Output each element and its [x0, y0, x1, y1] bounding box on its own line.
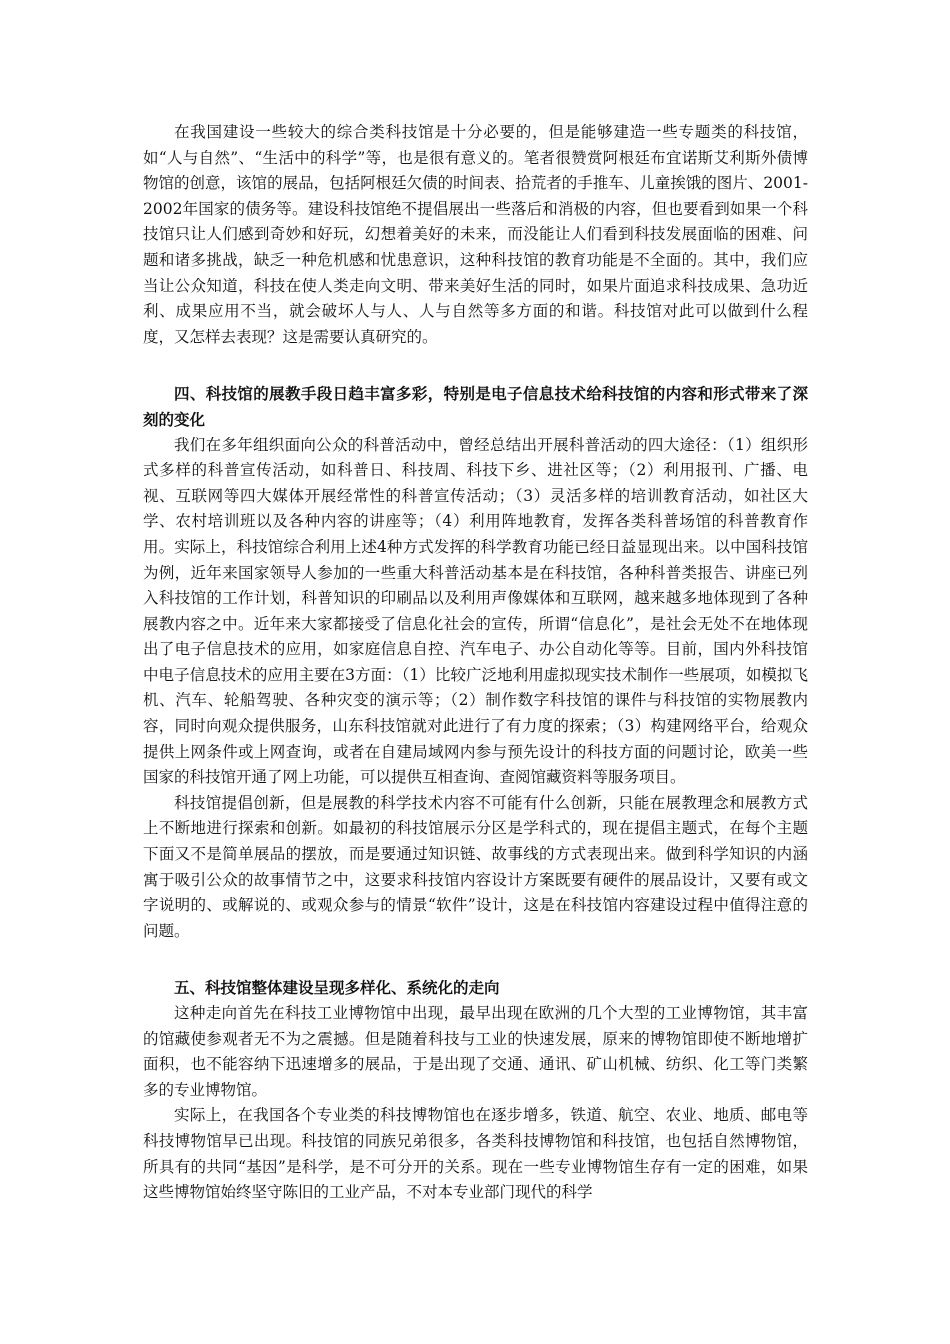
body-paragraph: 实际上，在我国各个专业类的科技博物馆也在逐步增多，铁道、航空、农业、地质、邮电等科技博物馆早已出现。科技馆的同族兄弟很多，各类科技博物馆和科技馆，也包括自然博物馆，所具有的共同“基因”是科学，是不可分开的关系。现在一些专业博物馆生存有一定的困难，如果这些博物馆始终坚守陈旧的工业产品，不对本专业部门现代的科学 [143, 1106, 808, 1202]
body-paragraph: 我们在多年组织面向公众的科普活动中，曾经总结出开展科普活动的四大途径：（1）组织形式多样的科普宣传活动，如科普日、科技周、科技下乡、进社区等；（2）利用报刊、广播、电视、互联网等四大媒体开展经常性的科普宣传活动；（3）灵活多样的培训教育活动，如社区大学、农村培训班以及各种内容的讲座等；（4）利用阵地教育，发挥各类科普场馆的科普教育作用。实际上，科技馆综合利用上述4种方式发挥的科学教育功能已经日益显现出来。以中国科技馆为例，近年来国家领导人参加的一些重大科普活动基本是在科技馆，各种科普类报告、讲座已列入科技馆的工作计划，科普知识的印刷品以及利用声像媒体和互联网，越来越多地体现到了各种展教内容之中。近年来大家都接受了信息化社会的宣传，所谓“信息化”，是社会无处不在地体现出了电子信息技术的应用，如家庭信息自控、汽车电子、办公自动化等等。目前，国内外科技馆中电子信息技术的应用主要在3方面：（1）比较广泛地利用虚拟现实技术制作一些展项，如模拟飞机、汽车、轮船驾驶、各种灾变的演示等；（2）制作数字科技馆的课件与科技馆的实物展教内容，同时向观众提供服务，山东科技馆就对此进行了有力度的探索；（3）构建网络平台，给观众提供上网条件或上网查询，或者在自建局域网内参与预先设计的科技方面的问题讨论，欧美一些国家的科技馆开通了网上功能，可以提供互相查询、查阅馆藏资料等服务项目。 [143, 435, 808, 787]
section-spacer [143, 350, 808, 381]
body-paragraph: 这种走向首先在科技工业博物馆中出现，最早出现在欧洲的几个大型的工业博物馆，其丰富的馆藏使参观者无不为之震撼。但是随着科技与工业的快速发展，原来的博物馆即使不断地增扩面积，也不能容纳下迅速增多的展品，于是出现了交通、通讯、矿山机械、纺织、化工等门类繁多的专业博物馆。 [143, 1004, 808, 1099]
body-paragraph: 科技馆提倡创新，但是展教的科学技术内容不可能有什么创新，只能在展教理念和展教方式上不断地进行探索和创新。如最初的科技馆展示分区是学科式的，现在提倡主题式，在每个主题下面又不是简单展品的摆放，而是要通过知识链、故事线的方式表现出来。做到科学知识的内涵寓于吸引公众的故事情节之中，这要求科技馆内容设计方案既要有硬件的展品设计，又要有或文字说明的、或解说的、或观众参与的情景“软件”设计，这是在科技馆内容建设过程中值得注意的问题。 [143, 793, 808, 940]
document-page [143, 120, 808, 1206]
section-spacer [143, 944, 808, 975]
section-heading-4: 四、科技馆的展教手段日趋丰富多彩，特别是电子信息技术给科技馆的内容和形式带来了深刻的变化 [143, 384, 808, 429]
section-heading-5: 五、科技馆整体建设呈现多样化、系统化的走向 [174, 978, 500, 998]
body-paragraph: 在我国建设一些较大的综合类科技馆是十分必要的，但是能够建造一些专题类的科技馆，如“人与自然”、“生活中的科学”等，也是很有意义的。笔者很赞赏阿根廷布宜诺斯艾利斯外债博物馆的创意，该馆的展品，包括阿根廷欠债的时间表、拾荒者的手推车、儿童挨饿的图片、2001-2002年国家的债务等。建设科技馆绝不提倡展出一些落后和消极的内容，但也要看到如果一个科技馆只让人们感到奇妙和好玩，幻想着美好的未来，而没能让人们看到科技发展面临的困难、问题和诸多挑战，缺乏一种危机感和忧患意识，这种科技馆的教育功能是不全面的。其中，我们应当让公众知道，科技在使人类走向文明、带来美好生活的同时，如果片面追求科技成果、急功近利、成果应用不当，就会破坏人与人、人与自然等多方面的和谐。科技馆对此可以做到什么程度，又怎样去表现？这是需要认真研究的。 [143, 123, 808, 346]
